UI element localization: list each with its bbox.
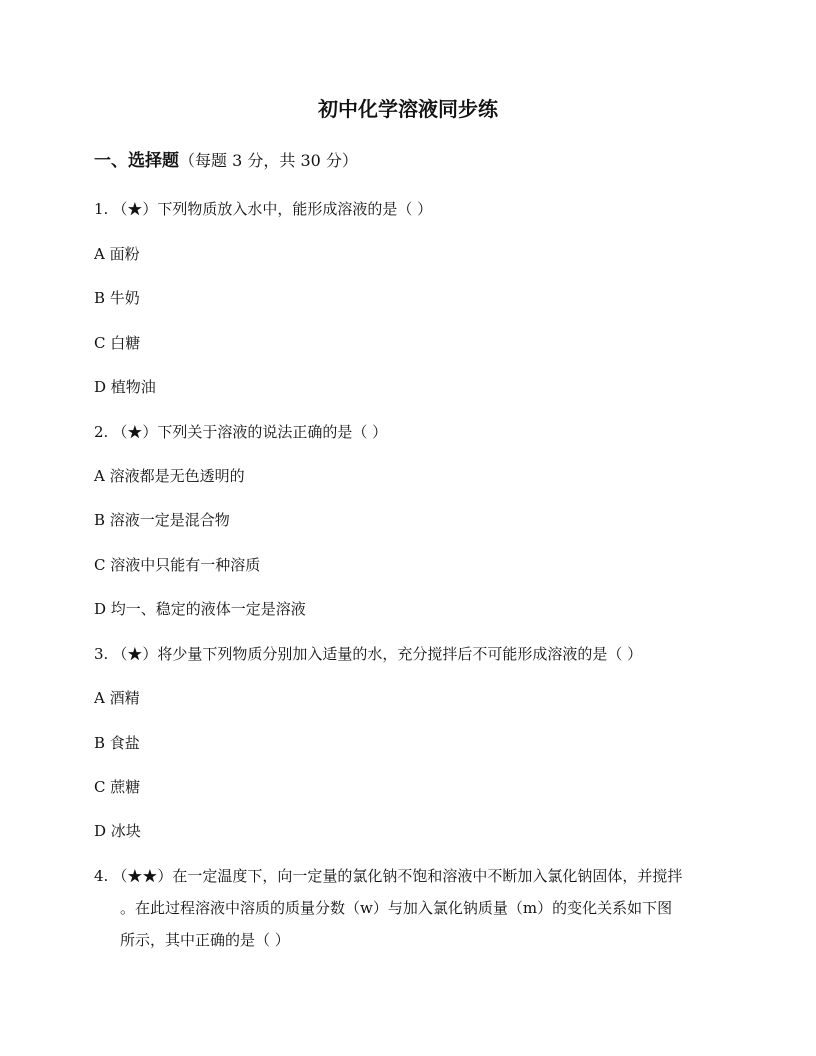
question-text: （★）将少量下列物质分别加入适量的水，充分搅拌后不可能形成溶液的是（ ）	[112, 645, 643, 663]
question-text: （★）下列物质放入水中，能形成溶液的是（ ）	[112, 200, 433, 218]
question-2-option-d: D 均一、稳定的液体一定是溶液	[94, 600, 306, 618]
question-text-line-1: （★★）在一定温度下，向一定量的氯化钠不饱和溶液中不断加入氯化钠固体，并搅拌	[112, 867, 683, 885]
question-1-option-b: B 牛奶	[94, 289, 140, 307]
question-2-stem	[94, 422, 387, 442]
question-2-option-c: C 溶液中只能有一种溶质	[94, 556, 261, 574]
question-number: 4.	[94, 867, 109, 885]
section-heading	[94, 150, 358, 172]
question-number: 3.	[94, 645, 109, 663]
question-text: （★）下列关于溶液的说法正确的是（ ）	[112, 423, 388, 441]
question-3-option-d: D 冰块	[94, 822, 141, 840]
question-number: 1.	[94, 200, 109, 218]
question-1-option-d: D 植物油	[94, 378, 156, 396]
question-1-option-c: C 白糖	[94, 334, 141, 352]
question-3-option-c: C 蔗糖	[94, 778, 141, 796]
question-1-stem	[94, 199, 432, 219]
question-2-option-b: B 溶液一定是混合物	[94, 511, 230, 529]
page-title: 初中化学溶液同步练	[318, 97, 498, 121]
question-number: 2.	[94, 423, 109, 441]
question-4-text-line-3: 所示，其中正确的是（ ）	[120, 931, 290, 949]
question-3-option-a: A 酒精	[94, 689, 140, 707]
section-heading-note: （每题 3 分，共 30 分）	[179, 151, 358, 170]
question-4-stem	[94, 866, 682, 886]
question-1-option-a: A 面粉	[94, 245, 140, 263]
question-3-stem	[94, 644, 642, 664]
question-4-text-line-2: 。在此过程溶液中溶质的质量分数（w）与加入氯化钠质量（m）的变化关系如下图	[120, 899, 673, 917]
section-heading-label: 一、选择题	[94, 151, 179, 171]
question-2-option-a: A 溶液都是无色透明的	[94, 467, 245, 485]
question-3-option-b: B 食盐	[94, 734, 140, 752]
